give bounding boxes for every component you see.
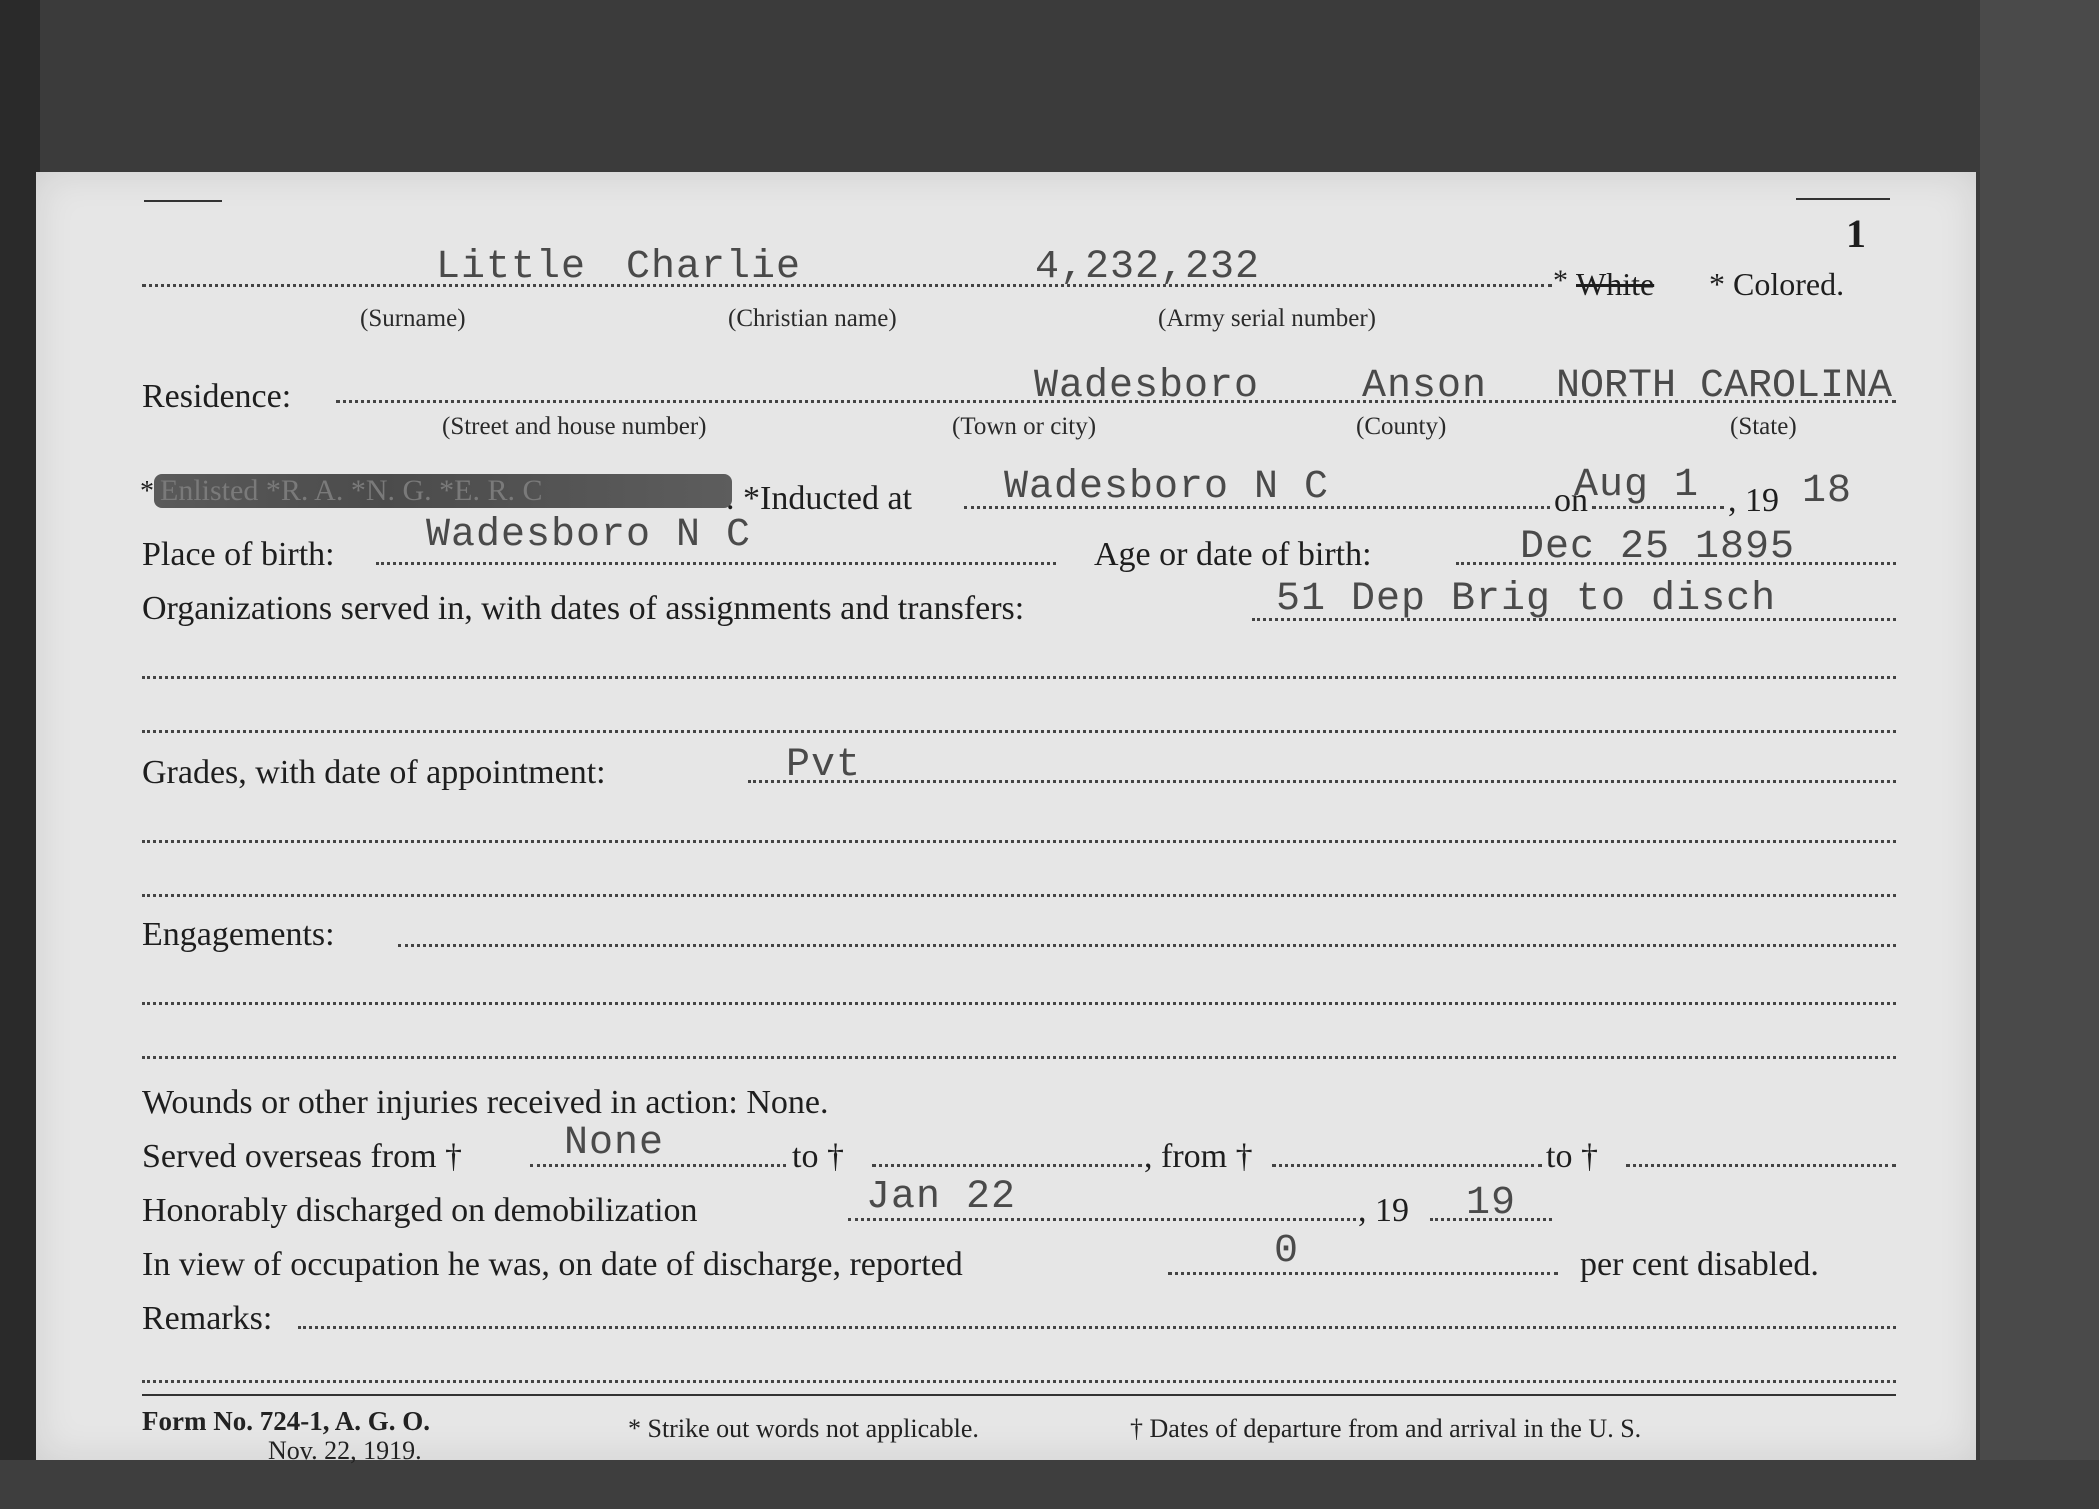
- remarks-label: Remarks:: [142, 1300, 273, 1337]
- county-label: (County): [1356, 413, 1447, 440]
- disability-label: In view of occupation he was, on date of discharge, reported: [142, 1246, 963, 1283]
- discharge-date-value: Jan 22: [866, 1175, 1017, 1220]
- birth-place-line: [376, 562, 1056, 565]
- service-record-card: [36, 172, 1976, 1465]
- top-right-rule: [1796, 198, 1890, 200]
- birth-place-value: Wadesboro N C: [426, 513, 752, 558]
- disability-line: [1168, 1272, 1558, 1275]
- remarks-line-1: [298, 1326, 1896, 1329]
- residence-county-value: Anson: [1362, 364, 1488, 409]
- wounds-label: Wounds or other injuries received in action: None.: [142, 1084, 829, 1121]
- inducted-label: . *Inducted at: [726, 480, 912, 517]
- birth-date-label: Age or date of birth:: [1094, 536, 1372, 573]
- organizations-line-3: [142, 730, 1896, 733]
- christian-name-value: Charlie: [626, 245, 802, 290]
- birth-date-value: Dec 25 1895: [1520, 525, 1796, 570]
- form-number: Form No. 724-1, A. G. O.: [142, 1406, 430, 1436]
- serial-label: (Army serial number): [1158, 305, 1376, 332]
- organizations-value: 51 Dep Brig to disch: [1276, 577, 1777, 622]
- serial-value: 4,232,232: [1035, 245, 1261, 290]
- overseas-from2-line: [1272, 1164, 1542, 1167]
- discharge-year-label: , 19: [1358, 1192, 1409, 1229]
- state-label: (State): [1730, 413, 1797, 440]
- grades-line-2: [142, 840, 1896, 843]
- residence-state-value: NORTH CAROLINA: [1556, 364, 1893, 409]
- disability-suffix: per cent disabled.: [1580, 1246, 1819, 1283]
- discharge-year-value: 19: [1466, 1181, 1517, 1226]
- inducted-on-label: on: [1554, 482, 1588, 519]
- race-white-struck: White: [1576, 266, 1655, 302]
- induction-date-value: Aug 1: [1574, 463, 1700, 508]
- top-left-rule: [144, 200, 222, 202]
- organizations-line-2: [142, 676, 1896, 679]
- discharge-label: Honorably discharged on demobilization: [142, 1192, 698, 1229]
- name-line: [142, 284, 1552, 287]
- overseas-to-label: to †: [792, 1138, 844, 1175]
- engagements-line-2: [142, 1002, 1896, 1005]
- remarks-line-2: [142, 1380, 1896, 1383]
- induction-year-label: , 19: [1728, 482, 1779, 519]
- birth-place-label: Place of birth:: [142, 536, 335, 573]
- surname-label: (Surname): [360, 305, 466, 332]
- grades-line-1: [748, 780, 1896, 783]
- enlist-prefix: *: [140, 476, 154, 507]
- surname-value: Little: [436, 245, 587, 290]
- overseas-from-label: Served overseas from †: [142, 1138, 463, 1175]
- residence-town-value: Wadesboro: [1034, 364, 1260, 409]
- engagements-line-3: [142, 1056, 1896, 1059]
- engagements-label: Engagements:: [142, 916, 335, 953]
- disability-value: 0: [1274, 1229, 1300, 1274]
- overseas-from2-label: , from †: [1144, 1138, 1253, 1175]
- town-label: (Town or city): [952, 413, 1097, 440]
- inducted-value: Wadesboro N C: [1004, 465, 1330, 510]
- strike-note: * Strike out words not applicable.: [628, 1414, 979, 1443]
- footer-rule: [142, 1394, 1896, 1396]
- christian-name-label: (Christian name): [728, 305, 897, 332]
- overseas-to2-label: to †: [1546, 1138, 1598, 1175]
- dates-note: † Dates of departure from and arrival in the U. S.: [1130, 1414, 1642, 1443]
- race-colored: * Colored.: [1709, 266, 1845, 302]
- card-number: 1: [1846, 211, 1866, 256]
- race-prefix: *: [1553, 264, 1568, 297]
- scan-background-top: [0, 0, 2099, 172]
- scan-background-bottom: [0, 1460, 2099, 1509]
- residence-label: Residence:: [142, 378, 292, 415]
- induction-date-line: [1592, 506, 1724, 509]
- organizations-label: Organizations served in, with dates of assignments and transfers:: [142, 590, 1025, 627]
- overseas-to-line: [872, 1164, 1142, 1167]
- grades-label: Grades, with date of appointment:: [142, 754, 606, 791]
- scan-background-left: [0, 0, 40, 1509]
- engagements-line-1: [398, 944, 1896, 947]
- form-date: Nov. 22, 1919.: [268, 1436, 422, 1465]
- overseas-to2-line: [1626, 1164, 1896, 1167]
- enlisted-redacted: Enlisted *R. A. *N. G. *E. R. C: [154, 474, 732, 508]
- grades-line-3: [142, 894, 1896, 897]
- overseas-from-value: None: [564, 1121, 665, 1166]
- grades-value: Pvt: [786, 743, 862, 788]
- induction-year-value: 18: [1802, 469, 1853, 514]
- street-label: (Street and house number): [442, 413, 707, 440]
- scan-background-right: [1980, 0, 2099, 1509]
